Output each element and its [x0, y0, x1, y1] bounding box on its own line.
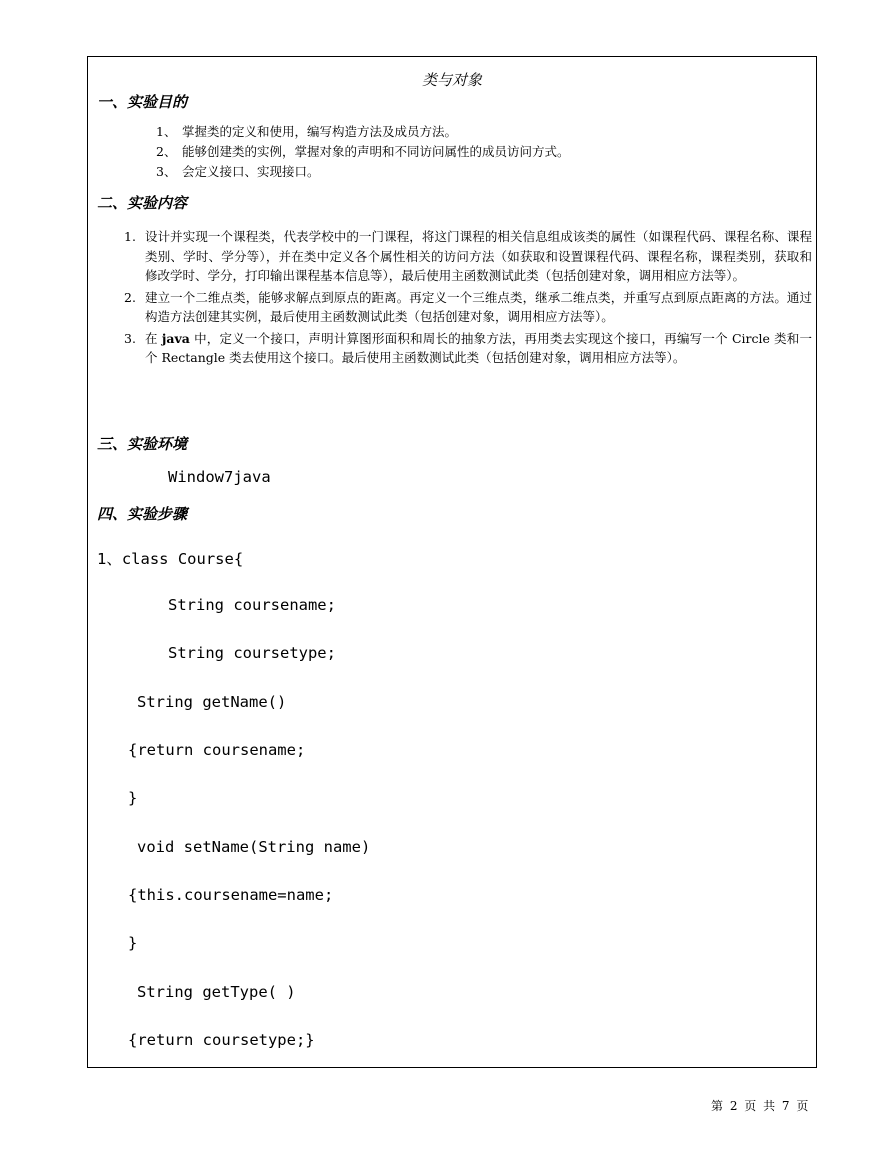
content-list [124, 227, 812, 370]
code-line: String coursetype; [168, 644, 336, 662]
list-item: 3、 会定义接口、实现接口。 [156, 164, 320, 179]
document-title: 类与对象 [421, 71, 482, 89]
code-line: } [128, 934, 138, 952]
environment-text: Window7java [168, 468, 271, 486]
section-heading-content: 二、实验内容 [97, 194, 188, 212]
code-line: 1、class Course{ [97, 550, 244, 568]
code-line: } [128, 789, 138, 807]
list-item: 2、 能够创建类的实例，掌握对象的声明和不同访问属性的成员访问方式。 [156, 144, 570, 159]
section-heading-purpose: 一、实验目的 [97, 93, 188, 111]
code-line: void setName(String name) [137, 838, 371, 856]
section-heading-steps: 四、实验步骤 [97, 505, 188, 523]
code-line: String coursename; [168, 596, 336, 614]
purpose-list [156, 122, 570, 182]
document-frame [87, 56, 817, 1068]
code-line: String getType( ) [137, 983, 296, 1001]
list-item: 3. 在 java 中，定义一个接口，声明计算图形面积和周长的抽象方法，再用类去实现这个接口，再编写一个 Circle 类和一个 Rectangle 类去使用这个接口。最后使用主函数测试此类（包括创建对象，调用相应方法等）。 [124, 330, 812, 365]
list-item: 1、 掌握类的定义和使用，编写构造方法及成员方法。 [156, 124, 458, 139]
list-item: 1. 设计并实现一个课程类，代表学校中的一门课程，将这门课程的相关信息组成该类的属性（如课程代码、课程名称、课程类别、学时、学分等），并在类中定义各个属性相关的访问方法（如获取和设置课程代码、课程名称，课程类别，获取和修改学时、学分，打印输出课程基本信息等），最后使用主函数测试此类（包括创建对象，调用相应方法等）。 [124, 229, 812, 283]
code-line: String getName() [137, 693, 287, 711]
list-item: 2. 建立一个二维点类，能够求解点到原点的距离。再定义一个三维点类，继承二维点类，并重写点到原点距离的方法。通过构造方法创建其实例，最后使用主函数测试此类（包括创建对象，调用相应方法等）。 [124, 289, 812, 324]
code-line: {return coursename; [128, 741, 306, 759]
code-line: {return coursetype;} [128, 1031, 315, 1049]
section-heading-environment: 三、实验环境 [97, 435, 188, 453]
page-number: 第 2 页 共 7 页 [711, 1099, 809, 1113]
code-line: {this.coursename=name; [128, 886, 334, 904]
